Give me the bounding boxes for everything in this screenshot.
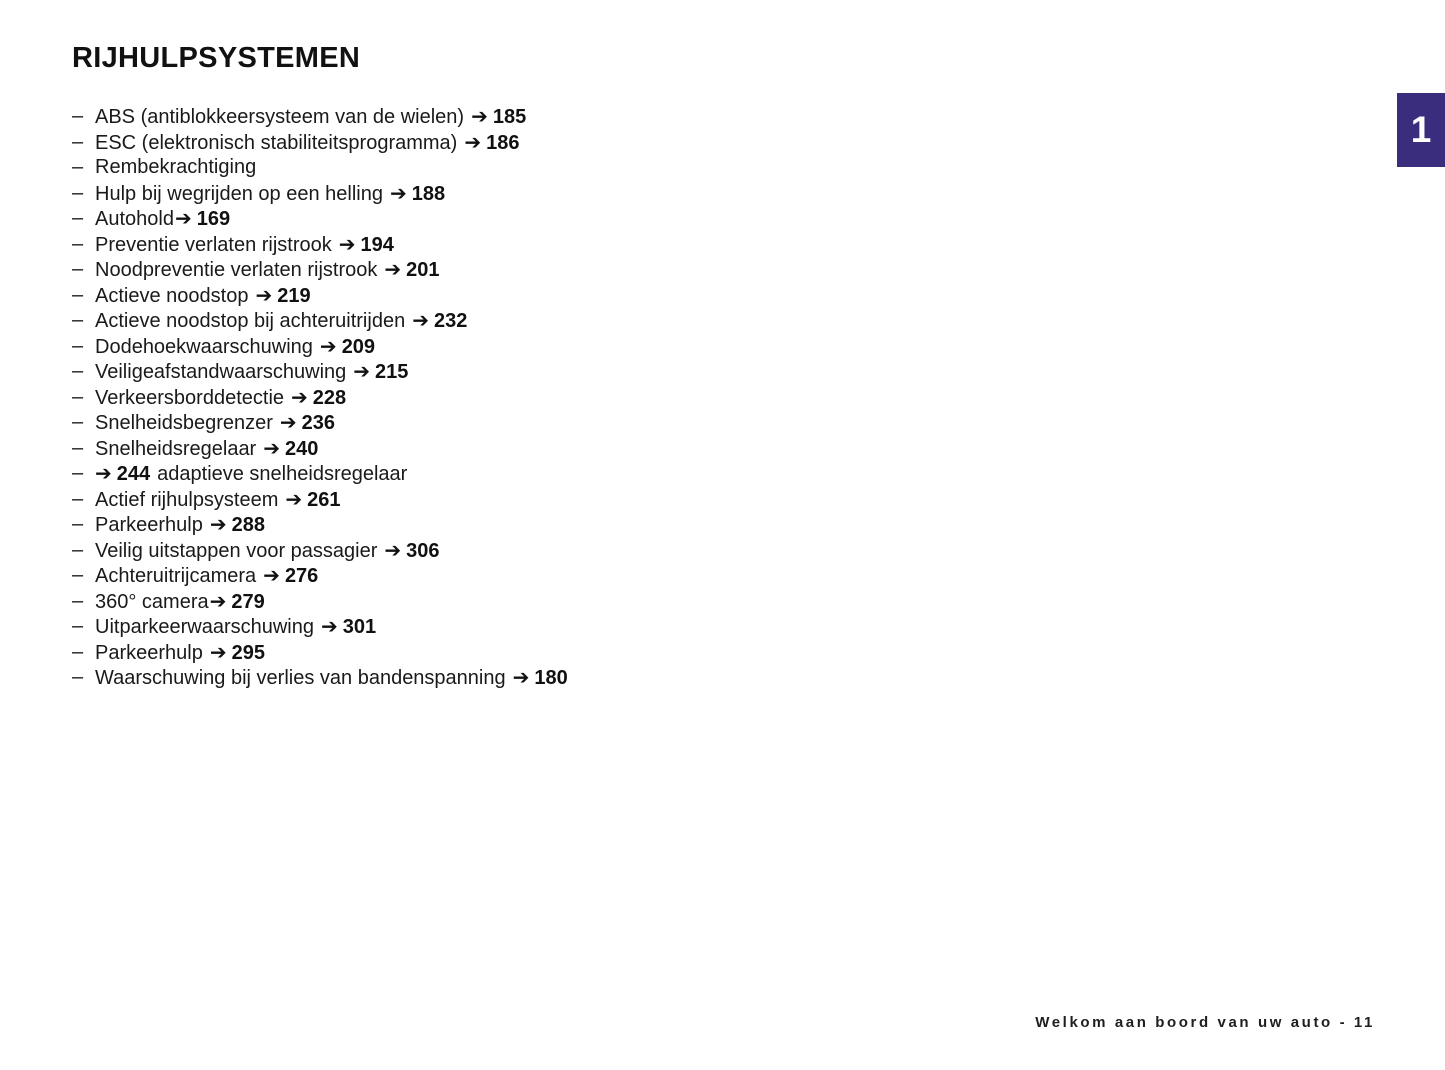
page-number: 232 — [433, 310, 468, 332]
page-number: 194 — [360, 233, 394, 256]
toc-item-label: Verkeersborddetectie — [95, 386, 285, 409]
page-reference — [263, 435, 319, 460]
bullet-dash: – — [72, 564, 84, 586]
bullet-dash: – — [72, 130, 84, 153]
page-number: 240 — [285, 437, 319, 460]
toc-item-label: Rembekrachtiging — [95, 156, 257, 178]
arrow-right-icon: ➔ — [209, 512, 227, 536]
toc-item — [72, 206, 568, 232]
toc-item — [72, 436, 568, 462]
toc-item — [72, 334, 568, 360]
page-reference — [321, 616, 376, 638]
page-reference — [412, 310, 467, 332]
arrow-right-icon: ➔ — [512, 665, 530, 689]
page-number: 261 — [307, 488, 341, 511]
arrow-right-icon: ➔ — [263, 563, 280, 587]
page-footer: Welkom aan boord van uw auto - 11 — [1035, 1014, 1375, 1031]
page-number: 244 — [116, 463, 151, 485]
page-reference — [384, 537, 440, 562]
arrow-right-icon: ➔ — [279, 410, 297, 434]
bullet-dash: – — [72, 181, 84, 204]
page-number: 201 — [406, 259, 440, 281]
page-number: 186 — [486, 131, 520, 154]
toc-item — [72, 614, 568, 640]
toc-item-label: Actieve noodstop — [95, 284, 249, 307]
toc-item — [72, 487, 568, 513]
bullet-dash: – — [72, 589, 84, 612]
bullet-dash: – — [72, 207, 84, 229]
toc-item-label: Uitparkeerwaarschuwing — [95, 616, 314, 638]
arrow-right-icon: ➔ — [263, 435, 280, 460]
toc-item-label: Veiligeafstandwaarschuwing — [95, 361, 347, 383]
page-reference — [464, 129, 520, 154]
toc-item — [72, 359, 568, 385]
page-number: 306 — [406, 539, 440, 562]
bullet-dash: – — [72, 487, 84, 510]
toc-item — [72, 283, 568, 309]
toc-item — [72, 538, 568, 564]
arrow-right-icon: ➔ — [384, 257, 402, 281]
toc-list — [72, 104, 568, 691]
arrow-right-icon: ➔ — [291, 384, 308, 409]
bullet-dash: – — [72, 513, 84, 535]
arrow-right-icon: ➔ — [320, 614, 338, 638]
toc-item-label: Achteruitrijcamera — [95, 565, 257, 587]
toc-item-label: Actieve noodstop bij achteruitrijden — [95, 310, 406, 332]
page-reference — [285, 486, 341, 511]
bullet-dash: – — [72, 538, 84, 561]
toc-item — [72, 181, 568, 207]
page-number: 228 — [312, 386, 347, 409]
bullet-dash: – — [72, 258, 84, 280]
bullet-dash: – — [72, 615, 84, 637]
page-number: 279 — [231, 590, 265, 613]
page-number: 188 — [411, 182, 446, 205]
page-reference — [95, 463, 150, 485]
page-number: 185 — [492, 106, 527, 128]
toc-item-label: ESC (elektronisch stabiliteitsprogramma) — [95, 131, 458, 154]
bullet-dash: – — [72, 156, 84, 178]
page-reference — [353, 361, 408, 383]
toc-item-label: Snelheidsbegrenzer — [95, 412, 273, 434]
toc-item-label: 360° camera — [95, 590, 209, 613]
toc-item-label: Dodehoekwaarschuwing — [95, 335, 313, 358]
arrow-right-icon: ➔ — [464, 129, 482, 154]
arrow-right-icon: ➔ — [174, 206, 192, 230]
bullet-dash: – — [72, 232, 84, 255]
toc-item — [72, 461, 568, 487]
toc-item-label: Actief rijhulpsysteem — [95, 488, 279, 511]
toc-item-label: Snelheidsregelaar — [95, 437, 257, 460]
toc-item-label: Hulp bij wegrijden op een helling — [95, 182, 383, 205]
bullet-dash: – — [72, 283, 84, 306]
bullet-dash: – — [72, 436, 84, 459]
bullet-dash: – — [72, 309, 84, 331]
page-number: 219 — [277, 284, 311, 307]
arrow-right-icon: ➔ — [389, 180, 407, 205]
bullet-dash: – — [72, 105, 84, 127]
toc-item — [72, 563, 568, 589]
arrow-right-icon: ➔ — [255, 282, 273, 307]
arrow-right-icon: ➔ — [353, 359, 371, 383]
page-reference — [175, 208, 230, 230]
bullet-dash: – — [72, 411, 84, 433]
bullet-dash: – — [72, 666, 84, 688]
toc-item-label: Preventie verlaten rijstrook — [95, 233, 332, 256]
page-reference — [291, 384, 347, 409]
arrow-right-icon: ➔ — [285, 486, 303, 511]
toc-item — [72, 130, 568, 156]
page-reference — [338, 231, 394, 256]
bullet-dash: – — [72, 334, 84, 357]
toc-item — [72, 257, 568, 283]
page-reference — [209, 639, 265, 664]
bullet-dash: – — [72, 360, 84, 382]
toc-item — [72, 385, 568, 411]
arrow-right-icon: ➔ — [471, 104, 488, 128]
toc-item-label: Parkeerhulp — [95, 641, 203, 664]
page-number: 295 — [231, 641, 265, 664]
arrow-right-icon: ➔ — [95, 461, 112, 485]
page-number: 236 — [301, 412, 336, 434]
arrow-right-icon: ➔ — [338, 231, 356, 256]
toc-item-label: ABS (antiblokkeersysteem van de wielen) — [95, 106, 465, 128]
arrow-right-icon: ➔ — [384, 537, 402, 562]
toc-item-label: Veilig uitstappen voor passagier — [95, 539, 378, 562]
arrow-right-icon: ➔ — [412, 308, 429, 332]
toc-item — [72, 589, 568, 615]
page-reference — [319, 333, 376, 358]
page-number: 301 — [342, 616, 377, 638]
page-number: 276 — [284, 565, 319, 587]
page-number: 209 — [341, 335, 376, 358]
page-title: RIJHULPSYSTEMEN — [72, 42, 361, 74]
page-reference — [280, 412, 335, 434]
arrow-right-icon: ➔ — [209, 588, 227, 613]
page-reference — [384, 259, 439, 281]
toc-item — [72, 104, 568, 130]
toc-item-label: adaptieve snelheidsregelaar — [157, 463, 408, 485]
bullet-dash: – — [72, 462, 84, 484]
chapter-number: 1 — [1410, 109, 1432, 150]
arrow-right-icon: ➔ — [209, 639, 227, 664]
toc-item-label: Parkeerhulp — [95, 514, 203, 536]
page-number: 169 — [196, 208, 231, 230]
page-number: 288 — [231, 514, 265, 536]
chapter-tab — [1397, 93, 1445, 167]
toc-item — [72, 640, 568, 666]
toc-item — [72, 155, 568, 181]
bullet-dash: – — [72, 385, 84, 408]
bullet-dash: – — [72, 640, 84, 663]
toc-item — [72, 232, 568, 258]
toc-item-label: Waarschuwing bij verlies van bandenspanning — [95, 667, 506, 689]
page-reference — [210, 514, 265, 536]
toc-item — [72, 410, 568, 436]
page-number: 180 — [534, 667, 568, 689]
toc-item — [72, 665, 568, 691]
toc-item — [72, 308, 568, 334]
page-number: 215 — [375, 361, 409, 383]
page-reference — [209, 588, 265, 613]
arrow-right-icon: ➔ — [319, 333, 337, 358]
page-reference — [255, 282, 311, 307]
page-reference — [471, 106, 526, 128]
page-reference — [513, 667, 568, 689]
page-reference — [389, 180, 446, 205]
toc-item-label: Autohold — [95, 208, 174, 230]
toc-item-label: Noodpreventie verlaten rijstrook — [95, 259, 378, 281]
toc-item — [72, 512, 568, 538]
page-reference — [263, 565, 318, 587]
